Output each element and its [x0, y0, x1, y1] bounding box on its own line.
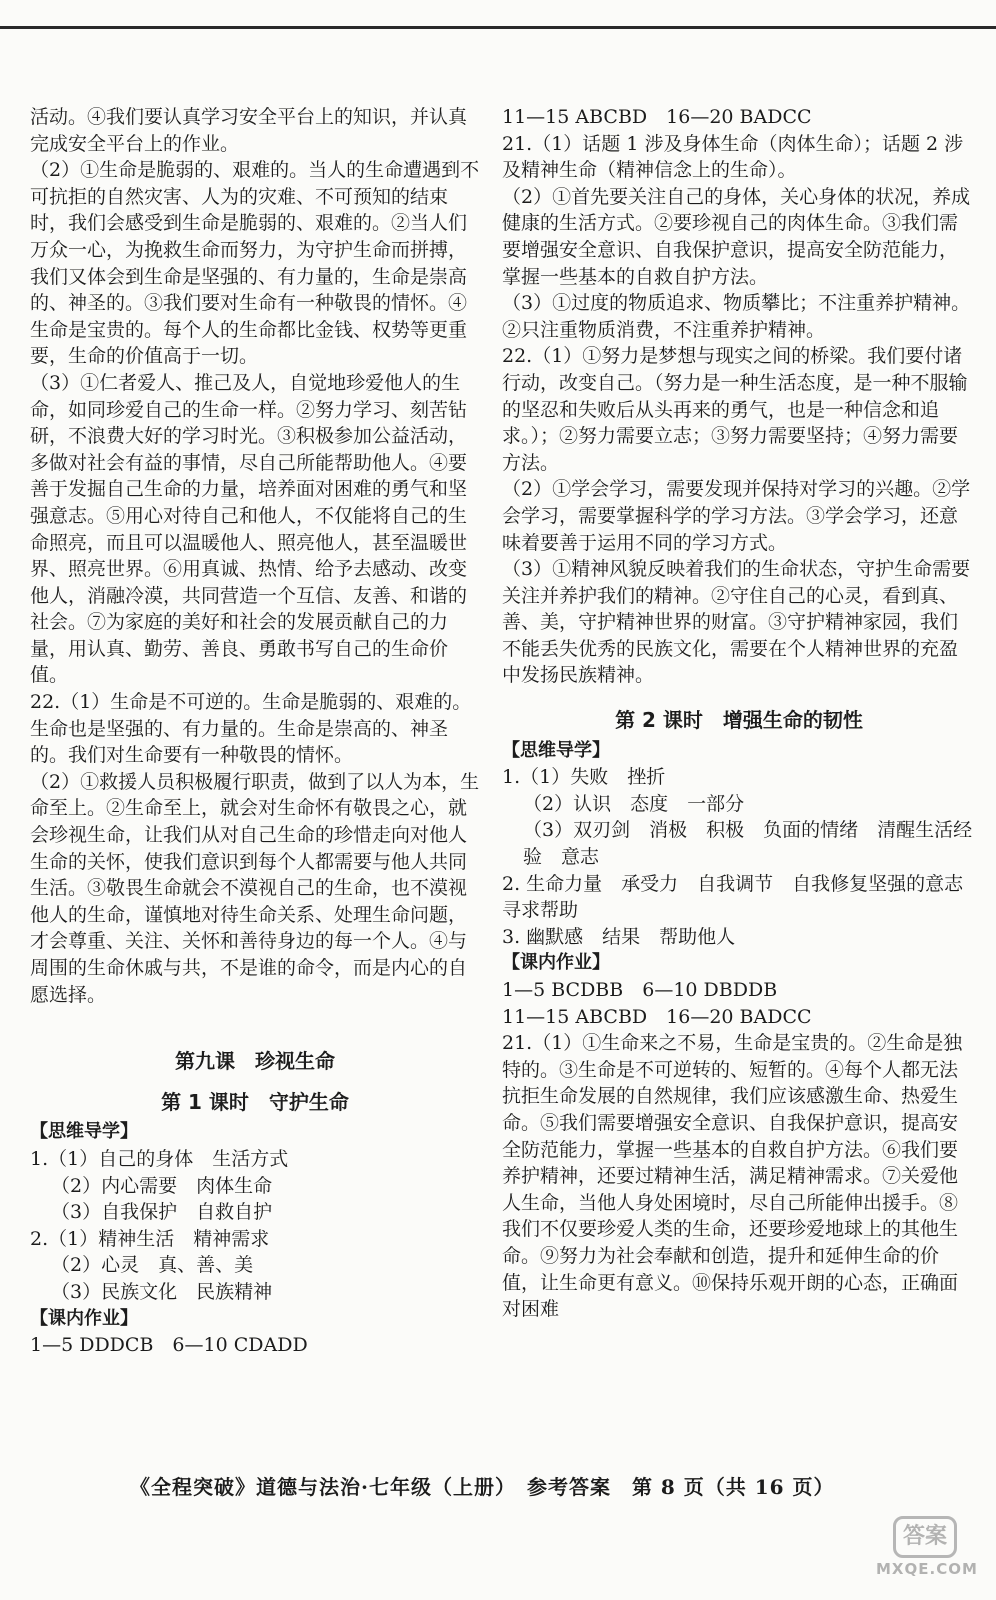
section-title: 第 1 课时 守护生命: [161, 1089, 349, 1114]
paragraph: 22.（1）生命是不可逆的。生命是脆弱的、艰难的。生命也是坚强的、有力量的。生命是崇高的、神圣的。我们对生命要有一种敬畏的情怀。: [30, 691, 472, 767]
answer-line: （2）认识 态度 一部分: [523, 792, 745, 815]
answer-line: 1.（1）自己的身体 生活方式: [30, 1147, 289, 1170]
paragraph: 22.（1）①努力是梦想与现实之间的桥梁。我们要付诸行动，改变自己。（努力是一种生活态度，是一种不服输的坚忍和失败后从头再来的勇气，也是一种信念和追求。）；②努力需要立志；③努力需要坚持；④努力需要方法。: [502, 345, 968, 474]
answer-line: 2. 生命力量 承受力 自我调节 自我修复坚强的意志 寻求帮助: [502, 872, 983, 922]
watermark-mark: 答案: [893, 1516, 957, 1558]
section-tag: 【课内作业】: [30, 1307, 138, 1329]
answer-line: （3）双刃剑 消极 积极 负面的情绪 清醒生活经验 意志: [523, 819, 973, 869]
answer-line: （3）自我保护 自救自护: [51, 1201, 273, 1224]
answer-line: 1.（1）失败 挫折: [502, 766, 666, 789]
paragraph: 活动。④我们要认真学习安全平台上的知识，并认真完成安全平台上的作业。: [30, 106, 468, 155]
paragraph: （2）①生命是脆弱的、艰难的。当人的生命遭遇到不可抗拒的自然灾害、人为的灾难、不可预知的结束时，我们会感受到生命是脆弱的、艰难的。②当人们万众一心，为挽救生命而努力，为守护生命而拼搏，我们又体会到生命是坚强的、有力量的，生命是崇高的、神圣的。③我们要对生命有一种敬畏的情怀。④生命是宝贵的。每个人的生命都比金钱、权势等更重要，生命的价值高于一切。: [30, 159, 480, 368]
answer-key: 11—15 ABCBD 16—20 BADCC: [502, 1005, 812, 1028]
answer-key: 11—15 ABCBD 16—20 BADCC: [502, 106, 812, 128]
section-tag: 【课内作业】: [502, 952, 610, 974]
watermark-url: MXQE.COM: [876, 1560, 978, 1578]
watermark-logo: [876, 1516, 978, 1578]
paragraph: （3）①精神风貌反映着我们的生命状态，守护生命需要关注并养护我们的精神。②守住自己的心灵，看到真、善、美，守护精神世界的财富。③守护精神家园，我们不能丢失优秀的民族文化，需要在个人精神世界的充盈中发扬民族精神。: [502, 558, 971, 687]
answer-line: （3）民族文化 民族精神: [51, 1280, 273, 1303]
answer-line: （2）心灵 真、善、美: [51, 1254, 254, 1277]
answer-line: （2）内心需要 肉体生命: [51, 1174, 273, 1197]
answer-key: 1—5 DDDCB 6—10 CDADD: [30, 1334, 308, 1357]
paragraph: 21.（1）话题 1 涉及身体生命（肉体生命）；话题 2 涉及精神生命（精神信念上的生命）。: [502, 132, 964, 182]
section-tag: 【思维导学】: [502, 739, 610, 761]
top-rule: [0, 26, 996, 29]
lesson-title: 第九课 珍视生命: [175, 1049, 335, 1074]
right-column: [502, 104, 983, 1323]
paragraph: （3）①仁者爱人、推己及人，自觉地珍爱他人的生命，如同珍爱自己的生命一样。②努力学习、刻苦钻研，不浪费大好的学习时光。③积极参加公益活动，多做对社会有益的事情，尽自己所能帮助他人。④要善于发掘自己生命的力量，培养面对困难的勇气和坚强意志。⑤用心对待自己和他人，不仅能将自己的生命照亮，而且可以温暖他人、照亮他人，甚至温暖世界、照亮世界。⑥用真诚、热情、给予去感动、改变他人，消融冷漠，共同营造一个互信、友善、和谐的社会。⑦为家庭的美好和社会的发展贡献自己的力量，用认真、勤劳、善良、勇敢书写自己的生命价值。: [30, 371, 468, 687]
answer-key: 1—5 BCDBB 6—10 DBDDB: [502, 979, 778, 1001]
paragraph: （2）①首先要关注自己的身体，关心身体的状况，养成健康的生活方式。②要珍视自己的肉体生命。③我们需要增强安全意识、自我保护意识，提高安全防范能力，掌握一些基本的自救自护方法。: [502, 185, 971, 288]
paragraph: （3）①过度的物质追求、物质攀比；不注重养护精神。②只注重物质消费，不注重养护精神。: [502, 292, 971, 341]
answer-line: 3. 幽默感 结果 帮助他人: [502, 925, 736, 948]
paragraph: （2）①救援人员积极履行职责，做到了以人为本，生命至上。②生命至上，就会对生命怀有敬畏之心，就会珍视生命，让我们从对自己生命的珍惜走向对他人生命的关怀，使我们意识到每个人都需要与他人共同生活。③敬畏生命就会不漠视自己的生命，也不漠视他人的生命，谨慎地对待生命关系、处理生命问题，才会尊重、关注、关怀和善待身边的每一个人。④与周围的生命休戚与共，不是谁的命令，而是内心的自愿选择。: [30, 770, 480, 1006]
page-footer: 《全程突破》道德与法治·七年级（上册） 参考答案 第 8 页（共 16 页）: [130, 1475, 835, 1499]
section-tag: 【思维导学】: [30, 1121, 138, 1143]
paragraph: （2）①学会学习，需要发现并保持对学习的兴趣。②学会学习，需要掌握科学的学习方法。③学会学习，还意味着要善于运用不同的学习方式。: [502, 478, 971, 554]
answer-line: 2.（1）精神生活 精神需求: [30, 1227, 270, 1250]
section-title: 第 2 课时 增强生命的韧性: [615, 708, 863, 733]
paragraph: 21.（1）①生命来之不易，生命是宝贵的。②生命是独特的。③生命是不可逆转的、短暂的。④每个人都无法抗拒生命发展的自然规律，我们应该感激生命、热爱生命。⑤我们需要增强安全意识、自我保护意识，提高安全防范能力，掌握一些基本的自救自护方法。⑥我们要养护精神，还要过精神生活，满足精神需求。⑦关爱他人生命，当他人身处困境时，尽自己所能伸出援手。⑧我们不仅要珍爱人类的生命，还要珍爱地球上的其他生命。⑨努力为社会奉献和创造，提升和延伸生命的价值，让生命更有意义。⑩保持乐观开朗的心态，正确面对困难: [502, 1032, 963, 1321]
left-column: [30, 104, 480, 1359]
